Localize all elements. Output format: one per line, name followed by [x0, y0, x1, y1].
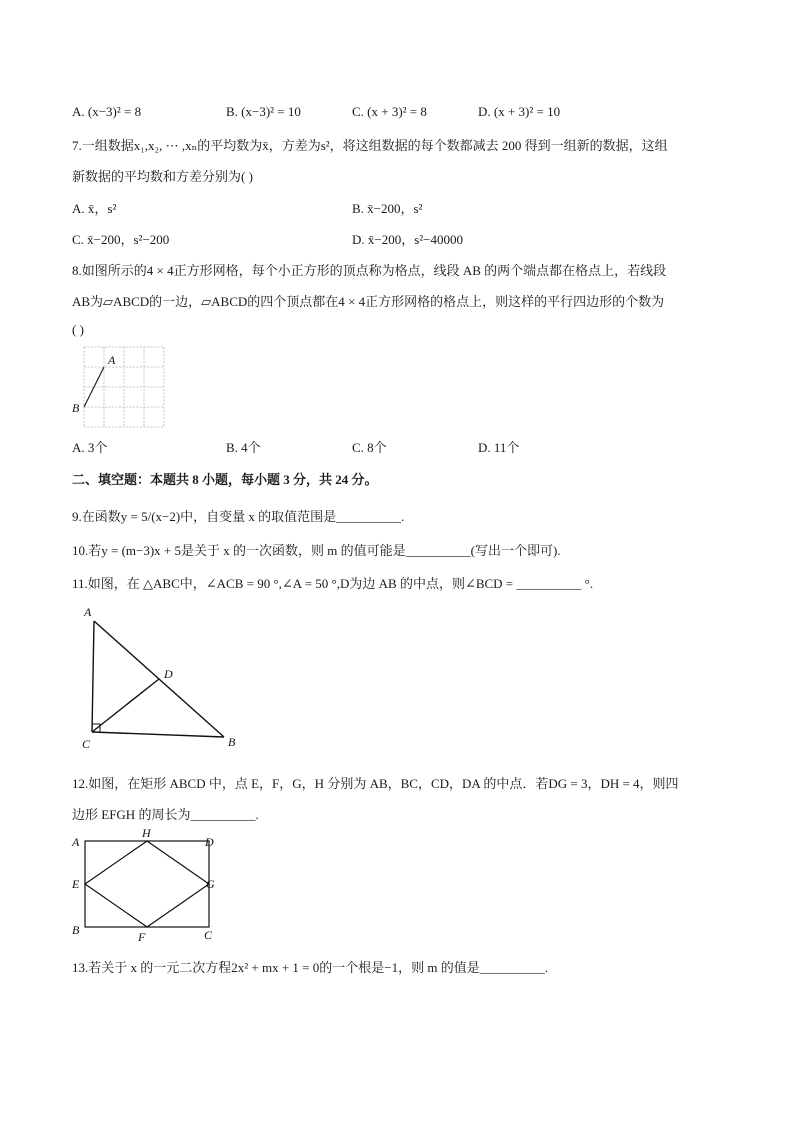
q12-label-a: A [72, 835, 80, 849]
q12-label-d: D [205, 835, 214, 849]
q10-stem: 10.若y = (m−3)x + 5是关于 x 的一次函数，则 m 的值可能是__________(写出一个即可). [72, 543, 561, 558]
q13-stem: 13.若关于 x 的一元二次方程2x² + mx + 1 = 0的一个根是−1，则 m 的值是__________. [72, 960, 548, 975]
q11-triangle-figure [80, 600, 250, 750]
q7-option-c: C. x̄−200，s²−200 [72, 232, 170, 247]
q8-grid-figure [72, 344, 172, 430]
q12-label-g: G [206, 877, 215, 891]
q11-label-c: C [82, 737, 91, 751]
q7-stem-line1: 7.一组数据x₁,x₂, ⋯ ,xₙ的平均数为x̄，方差为s²，将这组数据的每个数都减去 200 得到一组新的数据，这组 [72, 138, 668, 153]
q12-label-h: H [142, 826, 151, 840]
q12-label-c: C [204, 928, 213, 942]
q8-option-b: B. 4个 [226, 440, 261, 455]
q8-option-c: C. 8个 [352, 440, 387, 455]
q8-stem-line2: AB为▱ABCD的一边，▱ABCD的四个顶点都在4 × 4正方形网格的格点上，则这样的平行四边形的个数为 [72, 294, 665, 309]
q12-label-b: B [72, 923, 80, 937]
section-2-heading: 二、填空题：本题共 8 小题，每小题 3 分，共 24 分。 [72, 472, 378, 487]
q11-stem: 11.如图，在 △ABC中，∠ACB = 90 °,∠A = 50 °,D为边 AB 的中点，则∠BCD = __________ °. [72, 576, 594, 591]
q9-stem: 9.在函数y = 5/(x−2)中，自变量 x 的取值范围是__________. [72, 509, 405, 524]
q8-option-a: A. 3个 [72, 440, 108, 455]
q6-option-d: D. (x + 3)² = 10 [478, 104, 561, 119]
q7-option-b: B. x̄−200，s² [352, 201, 423, 216]
segment-ab [84, 367, 104, 407]
q7-option-a: A. x̄，s² [72, 201, 117, 216]
q8-label-b: B [72, 401, 80, 415]
q8-option-d: D. 11个 [478, 440, 520, 455]
q7-option-d: D. x̄−200，s²−40000 [352, 232, 464, 247]
q12-label-e: E [72, 877, 80, 891]
q12-rectangle-figure [70, 826, 230, 946]
q11-label-d: D [164, 667, 173, 681]
q12-stem-line2: 边形 EFGH 的周长为__________. [72, 807, 259, 822]
q6-option-a: A. (x−3)² = 8 [72, 104, 142, 119]
q12-stem-line1: 12.如图，在矩形 ABCD 中，点 E，F，G，H 分别为 AB，BC，CD，DA 的中点．若DG = 3，DH = 4，则四 [72, 776, 679, 791]
q6-option-c: C. (x + 3)² = 8 [352, 104, 427, 119]
q6-option-b: B. (x−3)² = 10 [226, 104, 301, 119]
q12-label-f: F [138, 930, 146, 944]
q11-label-a: A [84, 605, 92, 619]
q11-label-b: B [228, 735, 236, 749]
q8-stem-line3: ( ) [72, 322, 84, 337]
q7-stem-line2: 新数据的平均数和方差分别为( ) [72, 169, 253, 184]
q8-stem-line1: 8.如图所示的4 × 4正方形网格，每个小正方形的顶点称为格点，线段 AB 的两个端点都在格点上，若线段 [72, 263, 667, 278]
q8-label-a: A [108, 353, 116, 367]
